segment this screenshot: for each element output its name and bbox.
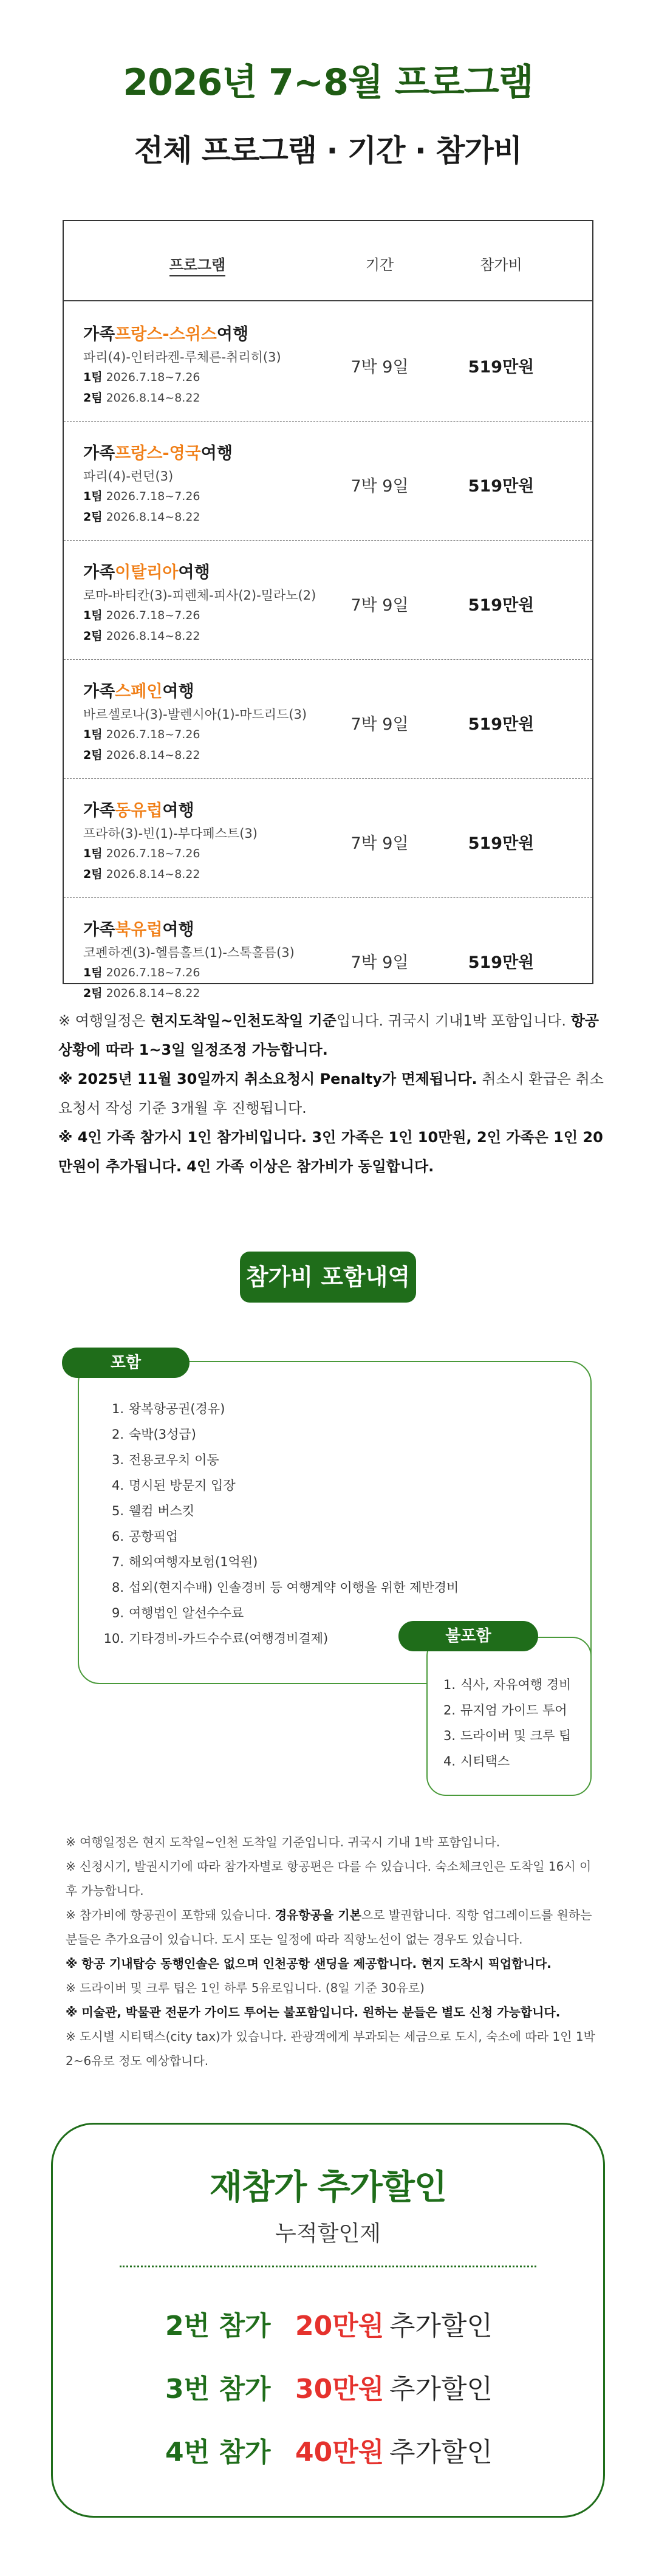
note-bold: 경유항공을 기본 — [275, 1908, 361, 1922]
note-text: 입니다. 귀국시 기내1박 포함입니다. — [336, 1012, 571, 1029]
program-name — [83, 797, 194, 821]
program-name — [83, 321, 248, 344]
name-prefix: 가족 — [83, 920, 115, 939]
note-bold: ※ 항공 기내탑승 동행인솔은 없으며 인천공항 샌딩을 제공합니다. 현지 도착시 픽업합니다. — [66, 1956, 552, 1971]
table-row — [64, 303, 592, 422]
program-route: 프라하(3)-빈(1)-부다페스트(3) — [83, 826, 258, 841]
note-line: ※ 여행일정은 현지 도착일~인천 도착일 기준입니다. 귀국시 기내 1박 포함입니다. — [66, 1835, 501, 1849]
note-family — [58, 1123, 605, 1181]
program-period: 7박 9일 — [350, 477, 409, 496]
discount-word: 추가할인 — [389, 2311, 493, 2341]
team1-value: 2026.7.18~7.26 — [106, 609, 200, 622]
team1-label: 1팀 — [83, 728, 103, 741]
program-route: 파리(4)-인터라켄-루체른-취리히(3) — [83, 350, 281, 365]
note-schedule — [58, 1006, 605, 1064]
note-text: ※ 참가비에 항공권이 포함돼 있습니다. — [66, 1908, 275, 1922]
item-text: 명시된 방문지 입장 — [129, 1478, 236, 1493]
team2-label: 2팀 — [83, 629, 103, 643]
team1-dates — [83, 844, 200, 861]
discount-subtitle: 누적할인제 — [275, 2221, 381, 2246]
participation-count: 2번 참가 — [165, 2311, 271, 2341]
note-bold: 현지도착일~인천도착일 기준 — [150, 1012, 337, 1029]
team1-label: 1팀 — [83, 966, 103, 979]
team1-dates — [83, 964, 200, 980]
team2-label: 2팀 — [83, 987, 103, 1000]
team1-dates — [83, 725, 200, 742]
table-row — [64, 422, 592, 541]
name-highlight: 이탈리아 — [115, 563, 179, 582]
team2-dates — [83, 865, 200, 882]
program-fee: 519만원 — [468, 358, 535, 377]
discount-row — [109, 2430, 547, 2467]
name-highlight: 프랑스-스위스 — [115, 325, 217, 344]
team2-value: 2026.8.14~8.22 — [106, 629, 200, 643]
team2-dates — [83, 627, 200, 643]
program-route: 코펜하겐(3)-헬름홀트(1)-스톡홀름(3) — [83, 945, 295, 960]
item-number: 1. — [443, 1677, 456, 1692]
name-suffix: 여행 — [178, 563, 210, 582]
team2-value: 2026.8.14~8.22 — [106, 748, 200, 762]
page-title: 2026년 7~8월 프로그램 — [123, 61, 533, 104]
program-period: 7박 9일 — [350, 715, 409, 734]
participation-count: 3번 참가 — [165, 2374, 271, 2405]
item-number: 6. — [111, 1529, 124, 1544]
list-item — [102, 1473, 491, 1498]
team2-dates — [83, 746, 200, 762]
team2-label: 2팀 — [83, 510, 103, 524]
discount-row — [109, 2304, 547, 2340]
team1-label: 1팀 — [83, 847, 103, 860]
name-suffix: 여행 — [200, 444, 233, 463]
name-highlight: 동유럽 — [115, 801, 163, 820]
program-fee: 519만원 — [468, 596, 535, 615]
name-highlight: 북유럽 — [115, 920, 163, 939]
name-highlight: 프랑스-영국 — [115, 444, 201, 463]
discount-amount: 40만원 — [295, 2437, 384, 2468]
program-name — [83, 678, 194, 702]
discount-word: 추가할인 — [389, 2374, 493, 2405]
team2-dates — [83, 508, 200, 524]
program-fee: 519만원 — [468, 834, 535, 853]
name-prefix: 가족 — [83, 325, 115, 344]
header-program — [82, 253, 313, 274]
discount-word: 추가할인 — [389, 2437, 493, 2468]
item-number: 8. — [111, 1580, 124, 1595]
exclude-tag: 불포함 — [398, 1621, 538, 1651]
name-highlight: 스페인 — [115, 682, 163, 701]
item-number: 4. — [111, 1478, 124, 1493]
page-subtitle: 전체 프로그램 · 기간 · 참가비 — [134, 133, 522, 168]
name-suffix: 여행 — [162, 801, 194, 820]
item-number: 1. — [111, 1402, 124, 1416]
program-name — [83, 440, 233, 464]
note-text: ※ 여행일정은 — [58, 1012, 151, 1029]
list-item — [440, 1697, 586, 1723]
list-item — [102, 1524, 491, 1549]
item-number: 2. — [111, 1427, 124, 1442]
item-number: 2. — [443, 1703, 456, 1718]
team1-label: 1팀 — [83, 371, 103, 384]
note-bold: 항공상황에 따라 1~3일 일정조정 가능합니다. — [58, 1012, 599, 1058]
name-suffix: 여행 — [216, 325, 249, 344]
program-name — [83, 559, 210, 583]
team1-value: 2026.7.18~7.26 — [106, 966, 200, 979]
note-line — [66, 1903, 600, 1951]
item-text: 드라이버 및 크루 팁 — [460, 1728, 572, 1743]
program-fee: 519만원 — [468, 953, 535, 972]
item-text: 뮤지엄 가이드 투어 — [460, 1703, 567, 1718]
discount-row — [109, 2367, 547, 2403]
name-suffix: 여행 — [162, 920, 194, 939]
note-line: ※ 신청시기, 발권시기에 따라 참가자별로 항공편은 다를 수 있습니다. 숙소체크인은 도착일 16시 이후 가능합니다. — [66, 1859, 592, 1898]
team2-dates — [83, 984, 200, 1001]
table-row — [64, 541, 592, 660]
name-suffix: 여행 — [162, 682, 194, 701]
list-item — [102, 1447, 491, 1473]
exclude-list — [440, 1672, 586, 1774]
item-text: 식사, 자유여행 경비 — [460, 1677, 572, 1692]
discount-title: 재참가 추가할인 — [209, 2168, 447, 2207]
item-text: 왕복항공권(경유) — [129, 1402, 225, 1416]
note-bold: ※ 4인 가족 참가시 1인 참가비입니다. 3인 가족은 1인 10만원, 2인 가족은 1인 20만원이 추가됩니다. 4인 가족 이상은 참가비가 동일합니다. — [58, 1129, 603, 1175]
item-text: 기타경비-카드수수료(여행경비결제) — [129, 1631, 329, 1646]
item-number: 9. — [111, 1606, 124, 1620]
team2-label: 2팀 — [83, 868, 103, 881]
program-fee: 519만원 — [468, 477, 535, 496]
list-item — [440, 1672, 586, 1697]
note-line: ※ 도시별 시티택스(city tax)가 있습니다. 관광객에게 부과되는 세금으로 도시, 숙소에 따라 1인 1박 2~6유로 정도 예상합니다. — [66, 2029, 595, 2068]
participation-count: 4번 참가 — [165, 2437, 271, 2468]
list-item — [102, 1396, 491, 1422]
program-route: 바르셀로나(3)-발렌시아(1)-마드리드(3) — [83, 707, 307, 722]
name-prefix: 가족 — [83, 444, 115, 463]
list-item — [102, 1422, 491, 1447]
note-line — [66, 1951, 600, 1976]
item-text: 섭외(현지수배) 인솔경비 등 여행계약 이행을 위한 제반경비 — [129, 1580, 459, 1595]
team1-value: 2026.7.18~7.26 — [106, 490, 200, 503]
table-row — [64, 898, 592, 1017]
header-period: 기간 — [365, 256, 394, 273]
item-text: 웰컴 버스킷 — [129, 1504, 195, 1518]
team1-dates — [83, 368, 200, 385]
team1-label: 1팀 — [83, 609, 103, 622]
team2-dates — [83, 389, 200, 405]
note-bold: ※ 2025년 11월 30일까지 취소요청시 Penalty가 면제됩니다. — [58, 1070, 477, 1088]
item-text: 숙박(3성급) — [129, 1427, 196, 1442]
table-row — [64, 660, 592, 779]
team2-value: 2026.8.14~8.22 — [106, 987, 200, 1000]
program-table — [63, 220, 593, 1000]
discount-amount: 30만원 — [295, 2374, 384, 2405]
item-text: 여행법인 알선수수료 — [129, 1606, 244, 1620]
name-prefix: 가족 — [83, 563, 115, 582]
included-section-title: 참가비 포함내역 — [240, 1252, 416, 1303]
dotted-divider — [120, 2266, 536, 2267]
item-number: 5. — [111, 1504, 124, 1518]
team1-dates — [83, 606, 200, 623]
list-item — [102, 1575, 491, 1600]
include-tag: 포함 — [62, 1348, 190, 1378]
header-program-label: 프로그램 — [169, 256, 226, 276]
schedule-notes — [58, 1006, 605, 1181]
program-route: 로마-바티칸(3)-피렌체-피사(2)-밀라노(2) — [83, 588, 316, 603]
list-item — [102, 1549, 491, 1575]
item-number: 3. — [443, 1728, 456, 1743]
team2-label: 2팀 — [83, 748, 103, 762]
team2-label: 2팀 — [83, 391, 103, 405]
item-number: 4. — [443, 1754, 456, 1769]
note-cancel — [58, 1064, 605, 1123]
name-prefix: 가족 — [83, 682, 115, 701]
item-text: 해외여행자보험(1억원) — [129, 1555, 258, 1569]
note-line — [66, 2000, 600, 2024]
include-list — [102, 1396, 491, 1651]
note-bold: ※ 미술관, 박물관 전문가 가이드 투어는 불포함입니다. 원하는 분들은 별도 신청 가능합니다. — [66, 2005, 561, 2019]
note-line: ※ 드라이버 및 크루 팁은 1인 하루 5유로입니다. (8일 기준 30유로) — [66, 1981, 425, 1995]
detail-notes — [66, 1830, 600, 2073]
list-item — [440, 1723, 586, 1749]
item-text: 시티택스 — [460, 1754, 510, 1769]
program-fee: 519만원 — [468, 715, 535, 734]
program-period: 7박 9일 — [350, 596, 409, 615]
discount-amount: 20만원 — [295, 2311, 384, 2341]
team1-label: 1팀 — [83, 490, 103, 503]
note-text: 취소시 환급은 취소요청서 작성 기준 3개월 후 진행됩니다. — [58, 1070, 604, 1117]
item-number: 10. — [103, 1631, 124, 1646]
team2-value: 2026.8.14~8.22 — [106, 868, 200, 881]
item-number: 7. — [111, 1555, 124, 1569]
note-text: 으로 발권합니다. 직항 업그레이드를 원하는 분들은 추가요금이 있습니다. 도시 또는 일정에 따라 직항노선이 없는 경우도 있습니다. — [66, 1908, 592, 1947]
team1-value: 2026.7.18~7.26 — [106, 847, 200, 860]
team1-value: 2026.7.18~7.26 — [106, 728, 200, 741]
name-prefix: 가족 — [83, 801, 115, 820]
program-period: 7박 9일 — [350, 834, 409, 853]
team1-dates — [83, 487, 200, 504]
header-fee: 참가비 — [480, 256, 522, 273]
table-row — [64, 779, 592, 898]
team1-value: 2026.7.18~7.26 — [106, 371, 200, 384]
program-name — [83, 916, 194, 940]
program-route: 파리(4)-런던(3) — [83, 469, 174, 484]
program-period: 7박 9일 — [350, 358, 409, 377]
item-text: 공항픽업 — [129, 1529, 179, 1544]
team2-value: 2026.8.14~8.22 — [106, 391, 200, 405]
list-item — [440, 1749, 586, 1774]
item-text: 전용코우치 이동 — [129, 1453, 219, 1467]
team2-value: 2026.8.14~8.22 — [106, 510, 200, 524]
program-period: 7박 9일 — [350, 953, 409, 972]
item-number: 3. — [111, 1453, 124, 1467]
list-item — [102, 1498, 491, 1524]
table-header — [64, 221, 592, 301]
